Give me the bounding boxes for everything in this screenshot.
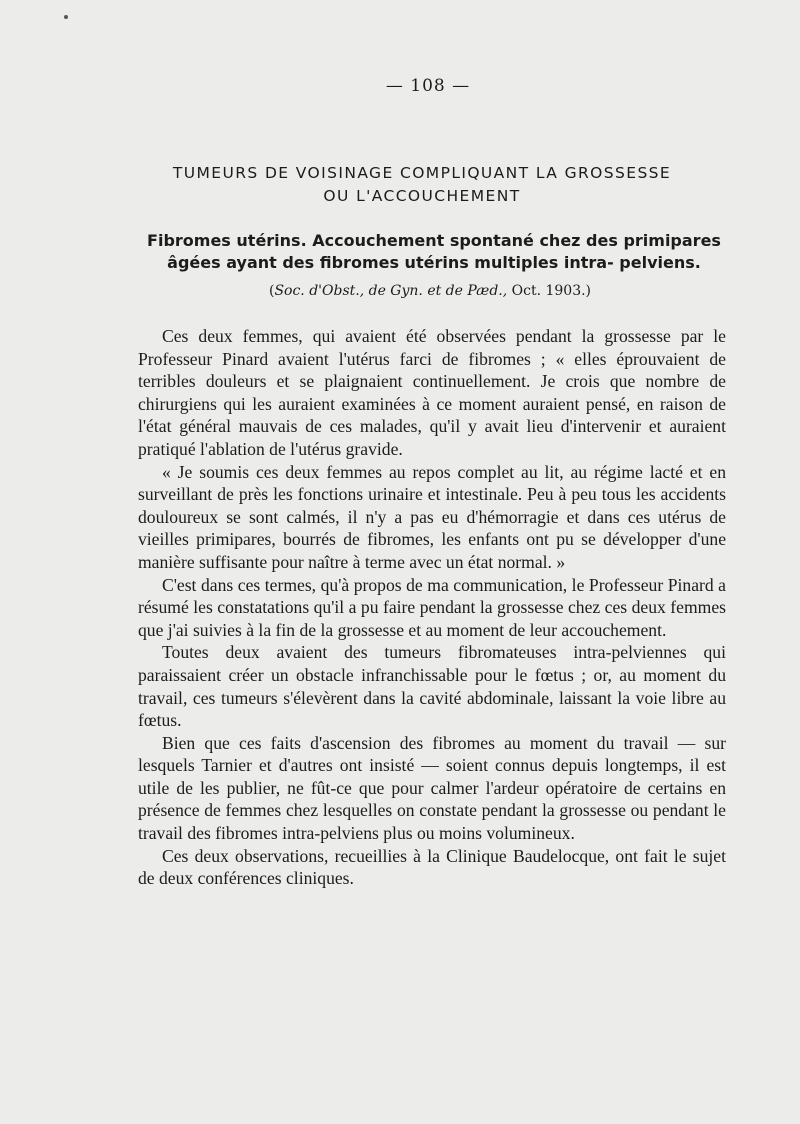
paragraph-5: Bien que ces faits d'ascension des fibromes au moment du travail — sur lesquels Tarnier et d'autres ont insisté — soient connus depuis longtemps, il est utile de les publier, ne fût-ce que pour calmer l'ardeur opératoire de certains en présence de femmes chez lesquelles on constate pendant la grossesse ou pendant le travail des fibromes intra-pelviens plus ou moins volumineux.: [138, 732, 726, 844]
section-title: [136, 230, 732, 274]
chapter-title-line-2: OU L'ACCOUCHEMENT: [323, 187, 521, 205]
paragraph-4: Toutes deux avaient des tumeurs fibromateuses intra-pelviennes qui paraissaient créer un obstacle infranchissable pour le fœtus ; or, au moment du travail, ces tumeurs s'élevèrent dans la cavité abdominale, laissant la voie libre au fœtus.: [138, 642, 726, 731]
paragraph-3: C'est dans ces termes, qu'à propos de ma communication, le Professeur Pinard a résumé les constatations qu'il a pu faire pendant la grossesse chez ces deux femmes que j'ai suivies à la fin de la grossesse et au moment de leur accouchement.: [138, 574, 726, 640]
section-title-line-1: Fibromes utérins. Accouchement spontané chez des primipares: [147, 231, 721, 250]
chapter-title-line-1: TUMEURS DE VOISINAGE COMPLIQUANT LA GROSSESSE: [172, 164, 672, 182]
body-text: [138, 325, 726, 890]
page-number: — 108 —: [385, 76, 471, 96]
citation-open: (: [268, 283, 275, 299]
citation-source: Soc. d'Obst., de Gyn. et de Pæd.,: [274, 283, 508, 299]
citation: [170, 283, 690, 299]
paragraph-2: « Je soumis ces deux femmes au repos complet au lit, au régime lacté et en surveillant de près les fonctions urinaire et intestinale. Peu à peu tous les accidents douloureux se sont calmés, il n'y a pas eu d'hémorragie et dans ces utérus de vieilles primipares, bourrés de fibromes, les enfants ont pu se développer d'une manière suffisante pour naître à terme avec un état normal. »: [138, 461, 726, 572]
citation-date: Oct. 1903.): [507, 283, 592, 299]
print-speck: [64, 15, 68, 19]
section-title-line-2: âgées ayant des fibromes utérins multiples intra- pelviens.: [167, 253, 701, 272]
paragraph-1: Ces deux femmes, qui avaient été observées pendant la grossesse par le Professeur Pinard avaient l'utérus farci de fibromes ; « elles éprouvaient de terribles douleurs et se plaignaient continuellement. Je crois que nombre de chirurgiens qui les auraient examinées à ce moment auraient pensé, en raison de l'état général mauvais de ces malades, qu'il y avait lieu d'intervenir et auraient pratiqué l'ablation de l'utérus gravide.: [138, 326, 726, 459]
chapter-title: [140, 162, 704, 208]
paragraph-6: Ces deux observations, recueillies à la Clinique Baudelocque, ont fait le sujet de deux conférences cliniques.: [138, 845, 726, 889]
